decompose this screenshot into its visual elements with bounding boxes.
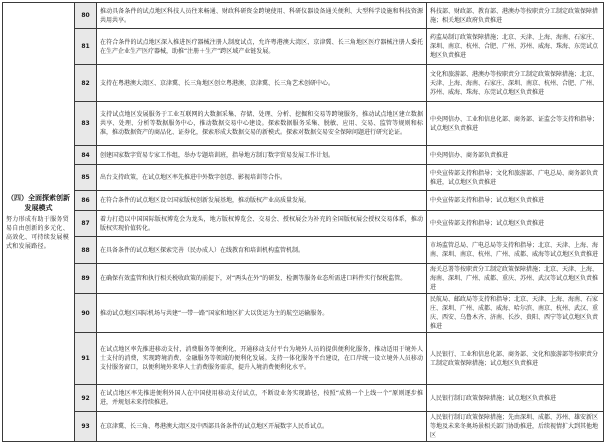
- table-row: [3, 102, 604, 146]
- responsible-units: 中央宣传部支持和指导；文化和旅游部、广电总局、商务部负责推进，试点地区负责推进: [427, 165, 604, 191]
- table-row: [3, 333, 604, 385]
- table-row: [3, 3, 604, 29]
- category-title: （四）全面探索创新发展模式: [7, 194, 70, 212]
- responsible-units: 人民银行制订政策保障措施；试点地区负责推进: [427, 385, 604, 412]
- task-text: 创建国家数字贸易专家工作组，举办专题培训班，指导地方制订数字贸易发展工作计划。: [97, 146, 427, 165]
- row-number: 87: [75, 211, 97, 237]
- task-text: 在具备条件的试点地区探索完善（民办成人）在线教育和培训机构监管机制。: [97, 237, 427, 264]
- table-row: [3, 294, 604, 333]
- policy-document-page: [2, 2, 603, 439]
- task-text: 在试点地区率先推进移动支付，消费服务等便利化，开通移动支付平台为境外人员的提供便利化服务，推动适用于境外人士支付的消费，实现跨境消费、金融服务等领域的便利化发展。支持一体化服务平台建设，在口岸统一设立境外人员移动支付服务窗口，以便利境外来华人士消费服务需求，提升入境消费便利化水平。: [97, 333, 427, 385]
- table-row: [3, 146, 604, 165]
- responsible-units: 中央宣传部支持和指导；试点地区负责推进: [427, 191, 604, 211]
- row-number: 88: [75, 237, 97, 264]
- task-text: 支持在粤港澳大湾区、京津冀、长三角地区创立粤港澳、京津冀、长三角艺术创研中心。: [97, 65, 427, 102]
- row-number: 83: [75, 102, 97, 146]
- responsible-units: 中央网信办、工业和信息化部、商务部、证监会等支持和指导；试点地区负责推进: [427, 102, 604, 146]
- task-text: 推动试点地区国际机场与共建“一带一路”国家和地区扩大以货运为主的航空运输服务。: [97, 294, 427, 333]
- table-row: [3, 29, 604, 65]
- responsible-units: 科技部、财政部、教育部、港澳办等按职责分工制定政策保障措施；相关地区政府负责推进: [427, 3, 604, 29]
- row-number: 90: [75, 294, 97, 333]
- category-cell: [3, 3, 75, 442]
- row-number: 82: [75, 65, 97, 102]
- row-number: 80: [75, 3, 97, 29]
- responsible-units: 人民银行、工业和信息化部、商务部、文化和旅游部等按职责分工制定政策保障措施；试点地区负责推进: [427, 333, 604, 385]
- responsible-units: 海关总署等按职责分工制定政策保障措施；北京、天津、上海、海南、深圳、广州、成都、重庆、苏州、武汉等试点地区负责推进: [427, 264, 604, 294]
- task-text: 着力打造以中国国际版权博览会为龙头，地方版权博览会、交易会、授权展会为补充的全国版权展会授权交易体系，推动版权实现价值转化。: [97, 211, 427, 237]
- task-text: 在符合条件的试点地区设立国家版权创新发展基地，推动版权产业高质量发展。: [97, 191, 427, 211]
- table-row: [3, 191, 604, 211]
- row-number: 93: [75, 412, 97, 442]
- task-text: 在符合条件的试点地区深入推进医疗器械注册人制度试点，允许粤港澳大湾区、京津冀、长三角地区医疗器械注册人委托在生产企业生产医疗器械，助推“注册＋生产”跨区域产业链发展。: [97, 29, 427, 65]
- responsible-units: 市场监管总局、广电总局等支持和指导；北京、天津、上海、海南、深圳、南京、杭州、广州、成都、威海等试点地区负责推进: [427, 237, 604, 264]
- responsible-units: 文化和旅游部、港澳办等按职责分工制定政策保障措施；北京、天津、上海、海南、石家庄、深圳、南京、杭州、合肥、广州、苏州、威海、珠海、东莞试点地区负责推进: [427, 65, 604, 102]
- table-row: [3, 65, 604, 102]
- table-row: [3, 412, 604, 442]
- row-number: 91: [75, 333, 97, 385]
- table-row: [3, 264, 604, 294]
- table-row: [3, 211, 604, 237]
- task-text: 推动具备条件的试点地区科技人员往来畅通、财政科研资金跨境使用、科研仪器设备通关便利、大型科学设施和科技资源共用共享。: [97, 3, 427, 29]
- row-number: 84: [75, 146, 97, 165]
- responsible-units: 民航局、邮政局等支持和指导；北京、天津、上海、海南、石家庄、深圳、广州、成都、威海、哈尔滨、南京、杭州、武汉、重庆、西安、乌鲁木齐、济南、长沙、贵阳、西宁等试点地区负责推进: [427, 294, 604, 333]
- responsible-units: 中央宣传部支持和指导；试点地区负责推进: [427, 211, 604, 237]
- table-row: [3, 237, 604, 264]
- table-row: [3, 165, 604, 191]
- responsible-units: 人民银行制订政策保障措施；先由深圳、成都、苏州、雄安新区等地及未来冬奥场景相关部门协助推进，后续视情扩大到其他地区: [427, 412, 604, 442]
- responsible-units: 药监局制订政策保障措施；北京、天津、上海、海南、石家庄、深圳、南京、杭州、合肥、广州、苏州、威海、珠海、东莞试点地区负责推进: [427, 29, 604, 65]
- task-text: 在确保有效监管和执行相关税收政策的前提下，对“两头在外”的研发、检测等服务业态所需进口料件实行保税监管。: [97, 264, 427, 294]
- task-text: 在试点地区率先推进便利外国人在中国使用移动支付试点，不断设业务实现路径，按照“成熟一个上线一个”原则逐步推进，并规划未来持续推进。: [97, 385, 427, 412]
- row-number: 86: [75, 191, 97, 211]
- row-number: 89: [75, 264, 97, 294]
- row-number: 81: [75, 29, 97, 65]
- responsible-units: 中央网信办、商务部负责推进: [427, 146, 604, 165]
- table-row: [3, 385, 604, 412]
- task-text: 支持试点地区发展服务于工业互联网的大数据采集、存储、处理、分析、挖掘和交易等跨境服务，推动试点地区建立数据共享、处理、分析等数据服务中心，推动数据交易中心建设。探索数据服务采集、脱敏、应用、交易、监管等规则和标准，推动数据资产的商品化、证券化，探索形成大数据交易的新模式。探索对数据交易安全保障问题进行研究论证。: [97, 102, 427, 146]
- policy-table: [2, 2, 604, 442]
- row-number: 85: [75, 165, 97, 191]
- task-text: 出台支持政策，在试点地区率先推进中外数字创意、影视培训等合作。: [97, 165, 427, 191]
- category-description: 努力形成有助于服务贸易自由创新的多元化、高效化、可持续发展模式和发展路径。: [6, 216, 70, 250]
- task-text: 在京津冀、长三角、粤港澳大湾区及中西部具备条件的试点地区开展数字人民币试点。: [97, 412, 427, 442]
- row-number: 92: [75, 385, 97, 412]
